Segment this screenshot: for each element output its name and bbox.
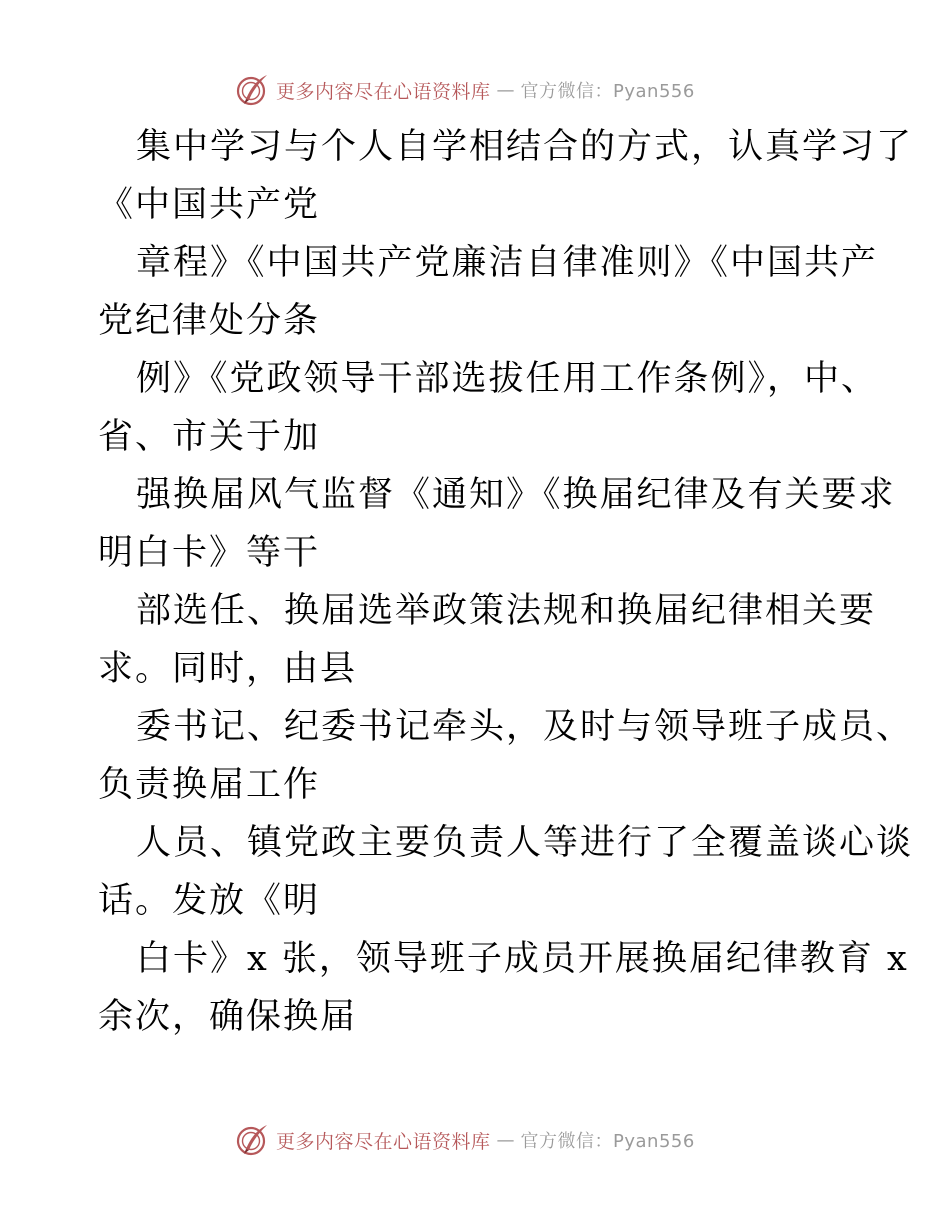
watermark-wechat-text: 官方微信：Pyan556	[520, 81, 695, 102]
line-first: 强换届风气监督《通知》《换届纪律及有关要求	[136, 475, 896, 515]
line-first: 部选任、换届选举政策法规和换届纪律相关要	[136, 591, 877, 631]
footer-watermark	[236, 1122, 695, 1158]
quill-logo-icon	[236, 73, 270, 107]
line-second: 负责换届工作	[98, 765, 321, 805]
watermark-wechat-text: 官方微信：Pyan556	[520, 1131, 695, 1152]
line-second: 《中国共产党	[98, 185, 321, 225]
line-second: 话。发放《明	[98, 881, 321, 921]
watermark-main-text: 更多内容尽在心语资料库	[276, 1130, 491, 1153]
header-watermark	[236, 72, 695, 108]
line-first: 例》《党政领导干部选拔任用工作条例》，中、	[136, 359, 879, 399]
line-second: 省、市关于加	[98, 417, 321, 457]
quill-logo-icon	[236, 1123, 270, 1157]
line-second: 党纪律处分条	[98, 301, 321, 341]
line-second: 求。同时，由县	[98, 649, 358, 689]
watermark-dash: —	[496, 79, 515, 101]
line-second: 余次，确保换届	[98, 997, 358, 1037]
watermark-main-text: 更多内容尽在心语资料库	[276, 80, 491, 103]
line-first: 人员、镇党政主要负责人等进行了全覆盖谈心谈	[136, 823, 914, 863]
line-first: 集中学习与个人自学相结合的方式，认真学习了	[136, 127, 914, 167]
watermark-dash: —	[496, 1129, 515, 1151]
line-first: 章程》《中国共产党廉洁自律准则》《中国共产	[136, 243, 879, 283]
line-second: 明白卡》等干	[98, 533, 321, 573]
line-first: 白卡》x 张，领导班子成员开展换届纪律教育 x	[136, 939, 909, 979]
line-first: 委书记、纪委书记牵头，及时与领导班子成员、	[136, 707, 914, 747]
